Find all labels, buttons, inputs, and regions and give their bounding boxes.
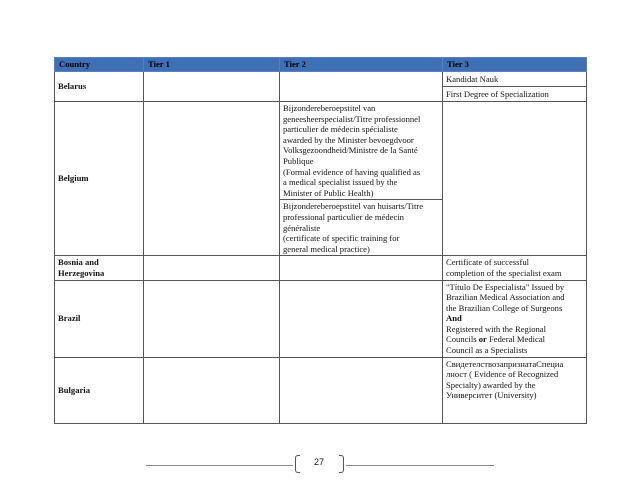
tier2-cell	[280, 357, 443, 423]
country-cell: Belarus	[55, 72, 144, 102]
cell-line: Университет (University)	[446, 390, 537, 401]
cell-line: Bijzondereberoepstitel van	[283, 103, 376, 113]
right-bracket	[339, 455, 344, 473]
cell-line: Bijzondereberoepstitel van huisarts/Titre	[283, 201, 424, 212]
cell-line: particulier de médecin spécialiste	[283, 124, 398, 135]
table-row	[55, 102, 587, 200]
table-row	[55, 357, 587, 423]
tier3-cell: Kandidat Nauk	[443, 72, 587, 87]
header-tier-2: Tier 2	[280, 58, 443, 72]
cell-line: Registered with the Regional	[446, 323, 546, 334]
footer-rule-right	[346, 465, 494, 466]
tier1-cell	[144, 256, 280, 280]
cell-line: geneesheerspecialist/Titre professionnel	[283, 113, 421, 124]
cell-line: general medical practice)	[283, 243, 370, 254]
cell-line: généraliste	[283, 222, 321, 233]
table-row	[55, 256, 587, 280]
cell-line: СвидетелствозапризнатаСпециа	[446, 358, 564, 369]
header-country: Country	[55, 58, 144, 72]
cell-word: Councils	[446, 334, 477, 345]
tier1-cell	[144, 357, 280, 423]
country-cell: Bulgaria	[55, 357, 144, 423]
cell-line: awarded by the Minister bevoegdvoor	[283, 134, 414, 145]
table-row	[55, 280, 587, 357]
tier3-cell: First Degree of Specialization	[443, 87, 587, 102]
cell-line: Specialty) awarded by the	[446, 379, 536, 390]
tier2-cell	[280, 256, 443, 280]
country-cell	[55, 256, 144, 280]
tier2-cell	[280, 72, 443, 102]
cell-line: Minister of Public Health)	[283, 187, 374, 198]
cell-line: "Título De Especialista" Issued by	[446, 281, 565, 292]
cell-word-or: or	[478, 334, 487, 345]
cell-line: the Brazilian College of Surgeons	[446, 302, 563, 313]
cell-line: Certificate of successful	[446, 257, 530, 268]
cell-line: (Formal evidence of having qualified as	[283, 166, 421, 177]
footer-rule-left	[146, 465, 293, 466]
cell-line: professional particulier de médecin	[283, 211, 404, 222]
cell-line: Council as a Specialists	[446, 345, 528, 356]
cell-line-and: And	[446, 313, 462, 324]
cell-line: Volksgezoondheid/Ministre de la Santé	[283, 145, 418, 156]
cell-line: (certificate of specific training for	[283, 233, 400, 244]
cell-line: completion of the specialist exam	[446, 267, 562, 278]
tier3-cell	[443, 357, 587, 423]
tier1-cell	[144, 72, 280, 102]
page-number: 27	[313, 457, 324, 467]
cell-line: Brazilian Medical Association and	[446, 292, 565, 303]
cell-line: a medical specialist issued by the	[283, 177, 398, 188]
tier1-cell	[144, 102, 280, 256]
qualifications-table	[54, 57, 587, 424]
cell-line: Herzegovina	[58, 267, 105, 278]
tier3-cell	[443, 256, 587, 280]
table-header-row	[55, 58, 587, 72]
table-row	[55, 72, 587, 87]
header-tier-1: Tier 1	[144, 58, 280, 72]
tier3-cell	[443, 280, 587, 357]
cell-line: Publique	[283, 155, 314, 166]
cell-line	[446, 334, 583, 345]
country-cell: Belgium	[55, 102, 144, 256]
tier1-cell	[144, 280, 280, 357]
country-cell: Brazil	[55, 280, 144, 357]
cell-line: лност ( Evidence of Recognized	[446, 369, 559, 380]
header-tier-3: Tier 3	[443, 58, 587, 72]
cell-line: Bosnia and	[58, 257, 99, 268]
tier2-cell	[280, 200, 443, 256]
cell-word: Federal Medical	[489, 334, 546, 345]
tier2-cell	[280, 102, 443, 200]
tier2-cell	[280, 280, 443, 357]
tier3-cell	[443, 102, 587, 256]
